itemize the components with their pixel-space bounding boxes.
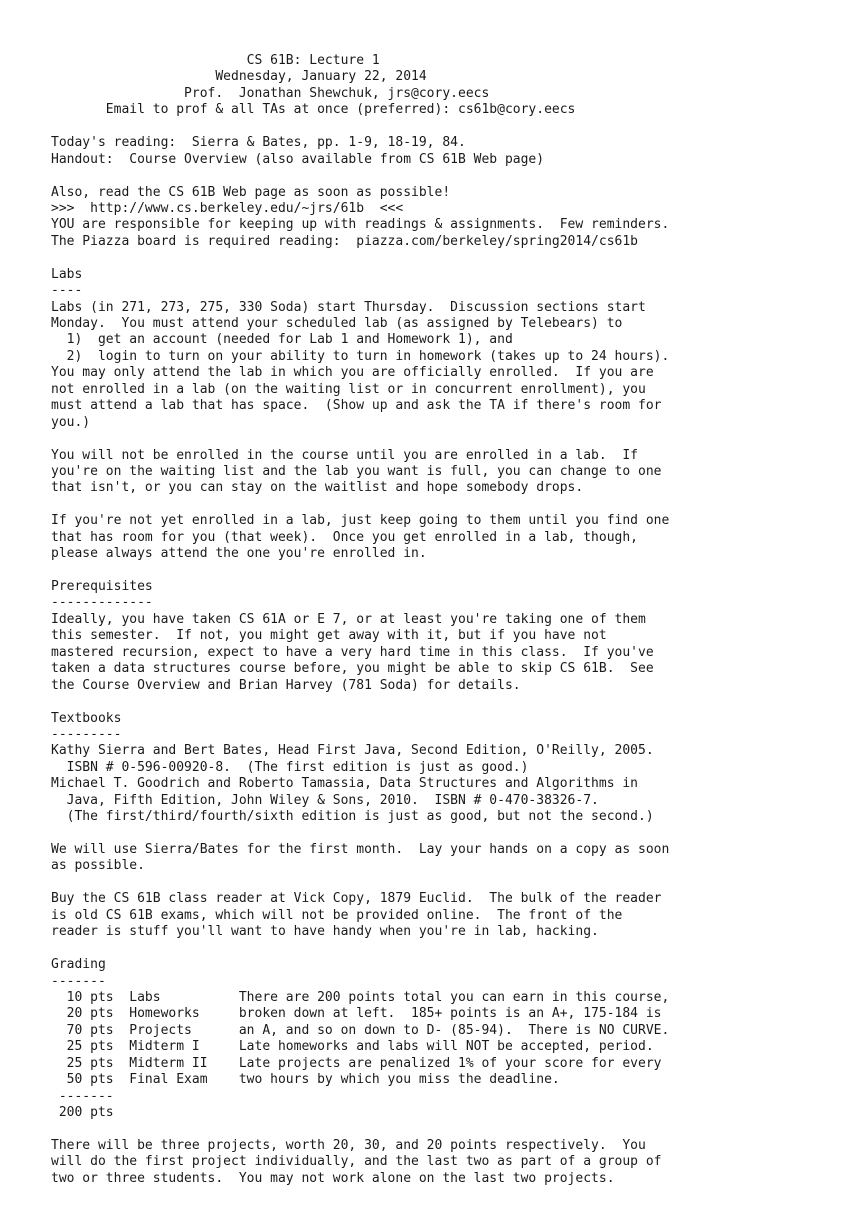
text-line: You will not be enrolled in the course until you are enrolled in a lab. If (51, 447, 638, 463)
text-line: Labs (in 271, 273, 275, 330 Soda) start Thursday. Discussion sections start (51, 299, 646, 315)
text-line: Michael T. Goodrich and Roberto Tamassia, Data Structures and Algorithms in (51, 776, 638, 792)
text-line: 50 pts Final Exam two hours by which you miss the deadline. (51, 1072, 560, 1088)
text-line: ---- (51, 283, 83, 299)
text-line: as possible. (51, 858, 145, 874)
blank-line (51, 168, 669, 184)
text-line: Labs (51, 266, 83, 282)
blank-line (51, 431, 669, 447)
text-line: not enrolled in a lab (on the waiting list or in concurrent enrollment), you (51, 381, 646, 397)
text-line: you're on the waiting list and the lab you want is full, you can change to one (51, 463, 662, 479)
text-line: YOU are responsible for keeping up with readings & assignments. Few reminders. (51, 217, 670, 233)
text-line: --------- (51, 726, 122, 742)
blank-line (51, 1121, 669, 1137)
text-line: mastered recursion, expect to have a very hard time in this class. If you've (51, 644, 654, 660)
text-line: ------- (51, 973, 106, 989)
text-line: 1) get an account (needed for Lab 1 and Homework 1), and (51, 332, 513, 348)
text-line: You may only attend the lab in which you are officially enrolled. If you are (51, 365, 654, 381)
text-line: Grading (51, 957, 106, 973)
text-line: Prerequisites (51, 579, 153, 594)
text-line: ------------- (51, 595, 153, 611)
text-line: We will use Sierra/Bates for the first month. Lay your hands on a copy as soon (51, 842, 670, 857)
text-line: this semester. If not, you might get away with it, but if you have not (51, 628, 607, 644)
blank-line (51, 875, 669, 891)
text-line: reader is stuff you'll want to have handy when you're in lab, hacking. (51, 924, 599, 940)
text-line: 25 pts Midterm I Late homeworks and labs will NOT be accepted, period. (51, 1039, 654, 1055)
text-line: must attend a lab that has space. (Show up and ask the TA if there's room for (51, 398, 662, 414)
text-line: Prof. Jonathan Shewchuk, jrs@cory.eecs (51, 85, 490, 101)
text-line: Monday. You must attend your scheduled lab (as assigned by Telebears) to (51, 316, 623, 331)
text-line: Wednesday, January 22, 2014 (51, 69, 427, 85)
text-line: 25 pts Midterm II Late projects are penalized 1% of your score for every (51, 1055, 662, 1071)
blank-line (51, 826, 669, 842)
text-line: (The first/third/fourth/sixth edition is just as good, but not the second.) (51, 809, 654, 825)
text-line: ISBN # 0-596-00920-8. (The first edition is just as good.) (51, 759, 529, 775)
blank-line (51, 497, 669, 513)
text-line: CS 61B: Lecture 1 (51, 53, 380, 68)
text-line: the Course Overview and Brian Harvey (781 Soda) for details. (51, 677, 521, 693)
text-line: 10 pts Labs There are 200 points total you can earn in this course, (51, 989, 670, 1005)
text-line: The Piazza board is required reading: piazza.com/berkeley/spring2014/cs61b (51, 233, 638, 249)
text-line: you.) (51, 414, 91, 430)
blank-line (51, 694, 669, 710)
text-line: 20 pts Homeworks broken down at left. 185+ points is an A+, 175-184 is (51, 1006, 662, 1022)
text-line: Java, Fifth Edition, John Wiley & Sons, 2010. ISBN # 0-470-38326-7. (51, 792, 599, 808)
text-line: Textbooks (51, 710, 122, 726)
text-line: Email to prof & all TAs at once (preferred): cs61b@cory.eecs (51, 102, 576, 118)
text-line: Also, read the CS 61B Web page as soon as possible! (51, 184, 451, 200)
text-line: ------- (51, 1088, 114, 1104)
text-line: Handout: Course Overview (also available from CS 61B Web page) (51, 151, 545, 167)
blank-line (51, 119, 669, 135)
text-line: please always attend the one you're enrolled in. (51, 546, 427, 562)
lecture-notes-document (51, 53, 669, 1187)
text-line: Today's reading: Sierra & Bates, pp. 1-9, 18-19, 84. (51, 135, 466, 151)
blank-line (51, 941, 669, 957)
text-line: taken a data structures course before, you might be able to skip CS 61B. See (51, 661, 654, 677)
text-line: >>> http://www.cs.berkeley.edu/~jrs/61b <<< (51, 200, 404, 216)
text-line: is old CS 61B exams, which will not be provided online. The front of the (51, 907, 623, 923)
text-line: that has room for you (that week). Once you get enrolled in a lab, though, (51, 529, 638, 545)
text-line: 2) login to turn on your ability to turn in homework (takes up to 24 hours). (51, 348, 670, 364)
text-line: If you're not yet enrolled in a lab, just keep going to them until you find one (51, 513, 670, 529)
text-line: 200 pts (51, 1105, 114, 1120)
text-line: that isn't, or you can stay on the waitlist and hope somebody drops. (51, 480, 584, 496)
text-line: two or three students. You may not work alone on the last two projects. (51, 1170, 615, 1186)
text-line: 70 pts Projects an A, and so on down to D- (85-94). There is NO CURVE. (51, 1022, 670, 1038)
blank-line (51, 563, 669, 579)
text-line: will do the first project individually, and the last two as part of a group of (51, 1154, 662, 1170)
text-line: There will be three projects, worth 20, 30, and 20 points respectively. You (51, 1137, 646, 1153)
text-line: Ideally, you have taken CS 61A or E 7, or at least you're taking one of them (51, 611, 646, 627)
blank-line (51, 250, 669, 266)
text-line: Kathy Sierra and Bert Bates, Head First Java, Second Edition, O'Reilly, 2005. (51, 743, 654, 759)
text-line: Buy the CS 61B class reader at Vick Copy, 1879 Euclid. The bulk of the reader (51, 891, 662, 907)
